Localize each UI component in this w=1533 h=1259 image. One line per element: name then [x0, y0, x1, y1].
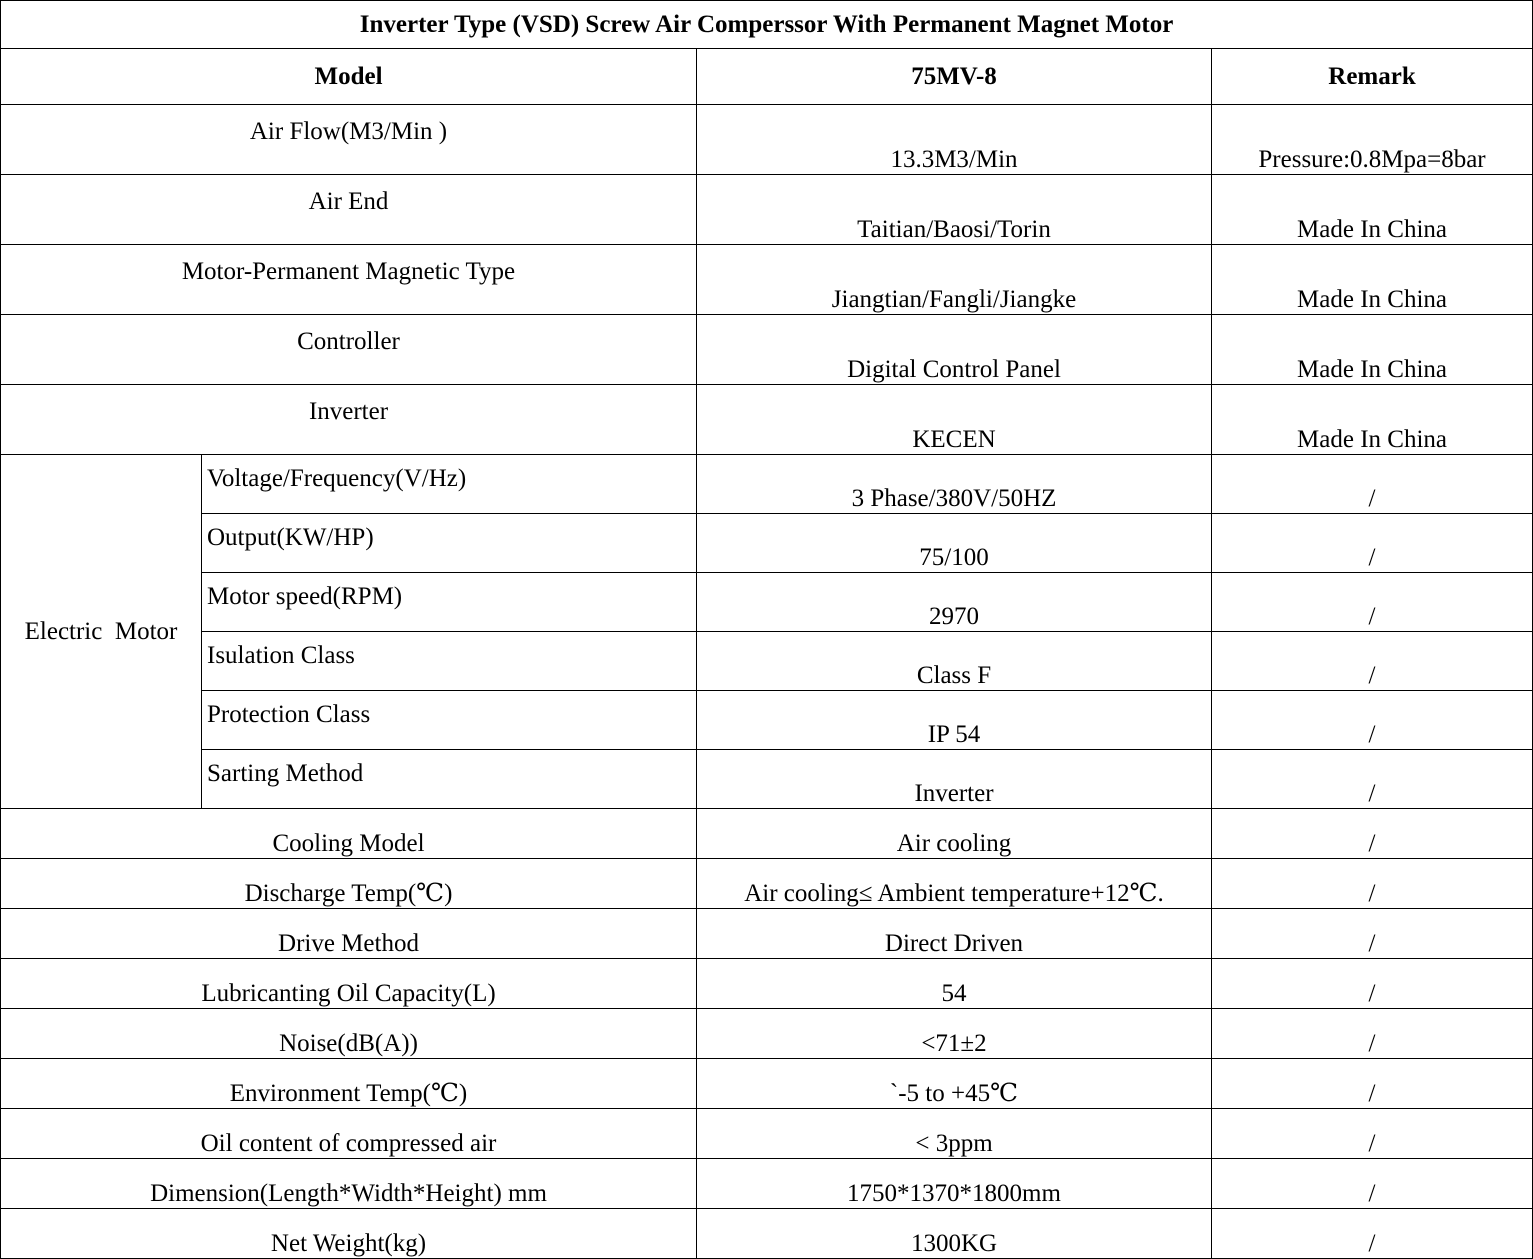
row-remark: Made In China	[1212, 245, 1533, 315]
row-value: Air cooling≤ Ambient temperature+12℃.	[697, 859, 1212, 909]
row-label: Controller	[1, 315, 697, 385]
row-label: Air End	[1, 175, 697, 245]
table-row	[1, 175, 1533, 245]
row-value: 54	[697, 959, 1212, 1009]
table-row	[1, 909, 1533, 959]
row-value: 2970	[697, 573, 1212, 632]
row-remark: Made In China	[1212, 385, 1533, 455]
row-label: Discharge Temp(℃)	[1, 859, 697, 909]
row-value: KECEN	[697, 385, 1212, 455]
table-row	[1, 809, 1533, 859]
row-label: Drive Method	[1, 909, 697, 959]
row-label: Sarting Method	[202, 750, 697, 809]
row-value: IP 54	[697, 691, 1212, 750]
table-title: Inverter Type (VSD) Screw Air Comperssor With Permanent Magnet Motor	[1, 1, 1533, 49]
row-label: Protection Class	[202, 691, 697, 750]
row-remark: /	[1212, 809, 1533, 859]
table-row	[1, 573, 1533, 632]
table-row	[1, 1209, 1533, 1259]
table-row	[1, 959, 1533, 1009]
remark-label: Remark	[1212, 49, 1533, 105]
row-value: 1300KG	[697, 1209, 1212, 1259]
row-label: Motor-Permanent Magnetic Type	[1, 245, 697, 315]
row-remark: /	[1212, 1209, 1533, 1259]
row-value: 13.3M3/Min	[697, 105, 1212, 175]
row-remark: /	[1212, 514, 1533, 573]
row-label: Environment Temp(℃)	[1, 1059, 697, 1109]
row-remark: Made In China	[1212, 175, 1533, 245]
header-row	[1, 49, 1533, 105]
row-label: Air Flow(M3/Min )	[1, 105, 697, 175]
row-remark: /	[1212, 1059, 1533, 1109]
row-value: 1750*1370*1800mm	[697, 1159, 1212, 1209]
table-row	[1, 514, 1533, 573]
electric-motor-group-label: Electric Motor	[1, 455, 202, 809]
table-row	[1, 859, 1533, 909]
table-row	[1, 1109, 1533, 1159]
row-label: Motor speed(RPM)	[202, 573, 697, 632]
row-remark: /	[1212, 573, 1533, 632]
row-remark: /	[1212, 959, 1533, 1009]
title-row	[1, 1, 1533, 49]
row-value: 3 Phase/380V/50HZ	[697, 455, 1212, 514]
table-row	[1, 245, 1533, 315]
row-label: Isulation Class	[202, 632, 697, 691]
table-row	[1, 315, 1533, 385]
row-value: Jiangtian/Fangli/Jiangke	[697, 245, 1212, 315]
row-label: Net Weight(kg)	[1, 1209, 697, 1259]
table-row	[1, 105, 1533, 175]
row-remark: Made In China	[1212, 315, 1533, 385]
table-row	[1, 385, 1533, 455]
row-label: Inverter	[1, 385, 697, 455]
table-row	[1, 632, 1533, 691]
row-remark: /	[1212, 750, 1533, 809]
row-label: Lubricanting Oil Capacity(L)	[1, 959, 697, 1009]
row-value: < 3ppm	[697, 1109, 1212, 1159]
row-label: Output(KW/HP)	[202, 514, 697, 573]
row-remark: /	[1212, 455, 1533, 514]
row-label: Oil content of compressed air	[1, 1109, 697, 1159]
table-row	[1, 691, 1533, 750]
table-row	[1, 750, 1533, 809]
row-remark: /	[1212, 859, 1533, 909]
table-row	[1, 1009, 1533, 1059]
row-value: `-5 to +45℃	[697, 1059, 1212, 1109]
model-value: 75MV-8	[697, 49, 1212, 105]
row-remark: Pressure:0.8Mpa=8bar	[1212, 105, 1533, 175]
table-row	[1, 1159, 1533, 1209]
row-value: Air cooling	[697, 809, 1212, 859]
row-value: Inverter	[697, 750, 1212, 809]
row-label: Noise(dB(A))	[1, 1009, 697, 1059]
row-value: Class F	[697, 632, 1212, 691]
row-value: 75/100	[697, 514, 1212, 573]
row-value: Direct Driven	[697, 909, 1212, 959]
table-row	[1, 1059, 1533, 1109]
row-remark: /	[1212, 1109, 1533, 1159]
row-label: Cooling Model	[1, 809, 697, 859]
row-label: Voltage/Frequency(V/Hz)	[202, 455, 697, 514]
row-remark: /	[1212, 632, 1533, 691]
row-remark: /	[1212, 691, 1533, 750]
table-row	[1, 455, 1533, 514]
row-value: Digital Control Panel	[697, 315, 1212, 385]
row-remark: /	[1212, 909, 1533, 959]
model-label: Model	[1, 49, 697, 105]
row-remark: /	[1212, 1159, 1533, 1209]
row-value: Taitian/Baosi/Torin	[697, 175, 1212, 245]
row-label: Dimension(Length*Width*Height) mm	[1, 1159, 697, 1209]
row-remark: /	[1212, 1009, 1533, 1059]
row-value: <71±2	[697, 1009, 1212, 1059]
